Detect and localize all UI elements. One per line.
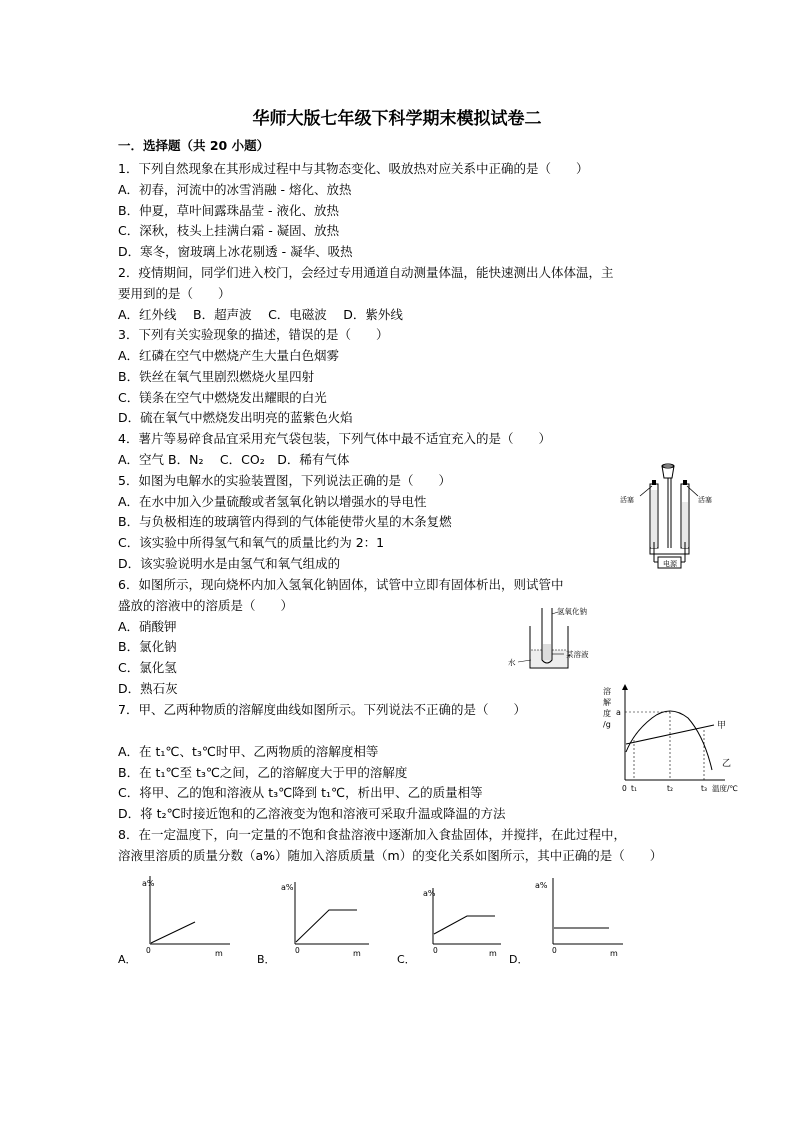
q8-graph-c-letter: C． (397, 953, 416, 966)
q8-graph-c-origin: 0 (433, 946, 438, 955)
q8-graph-a (118, 872, 238, 964)
q8-graph-d-letter: D． (509, 953, 529, 966)
q2-stem-line1: 2．疫情期间，同学们进入校门，会经过专用通道自动测量体温，能快速测出人体体温，主 (118, 265, 614, 280)
q8-graph-b (257, 872, 377, 964)
q7-x-label: 温度/℃ (712, 784, 738, 793)
section-heading: 一．选择题（共 20 小题） (118, 138, 270, 153)
q7-a-label: a (616, 708, 621, 717)
q7-tick-t2: t₂ (667, 784, 673, 793)
q4-stem: 4．薯片等易碎食品宜采用充气袋包装，下列气体中最不适宜充入的是（ ） (118, 431, 551, 446)
q8-graph-c-ylabel: a% (423, 889, 436, 898)
q1-option-c: C．深秋，枝头上挂满白霜 - 凝固、放热 (118, 223, 340, 238)
page-title: 华师大版七年级下科学期末模拟试卷二 (252, 109, 542, 129)
q7-y-label-2: 解 (603, 698, 611, 707)
q1-option-b: B．仲夏，草叶间露珠晶莹 - 液化、放热 (118, 203, 340, 218)
q8-graph-c (397, 872, 507, 964)
q6-option-a: A．硝酸钾 (118, 619, 177, 634)
q6-option-c: C．氯化氢 (118, 660, 177, 675)
q8-graph-b-ylabel: a% (281, 883, 294, 892)
q5-left-stopcock-label: 活塞 (620, 496, 634, 504)
q6-stem-line2: 盛放的溶液中的溶质是（ ） (118, 598, 294, 613)
q7-series-yi: 乙 (722, 759, 732, 769)
q7-option-d: D．将 t₂℃时接近饱和的乙溶液变为饱和溶液可采取升温或降温的方法 (118, 806, 506, 821)
q5-power-label: 电源 (663, 560, 677, 568)
q7-stem: 7．甲、乙两种物质的溶解度曲线如图所示。下列说法不正确的是（ ） (118, 702, 526, 717)
q8-graph-b-origin: 0 (295, 946, 300, 955)
q7-tick-t1: t₁ (631, 784, 637, 793)
q7-option-b: B．在 t₁℃至 t₃℃之间，乙的溶解度大于甲的溶解度 (118, 765, 408, 780)
q1-option-d: D．寒冬，窗玻璃上冰花剔透 - 凝华、吸热 (118, 244, 353, 259)
q8-graph-d-origin: 0 (552, 946, 557, 955)
q7-y-label-3: 度 (603, 709, 611, 718)
q8-graph-c-xlabel: m (489, 949, 497, 958)
q8-graph-a-xlabel: m (215, 949, 223, 958)
q1-option-a: A．初春，河流中的冰雪消融 - 熔化、放热 (118, 182, 352, 197)
q8-graph-d-xlabel: m (610, 949, 618, 958)
q2-options: A．红外线 B．超声波 C．电磁波 D．紫外线 (118, 307, 403, 322)
q3-option-b: B．铁丝在氧气里剧烈燃烧火星四射 (118, 369, 315, 384)
q8-graph-c-line (434, 916, 495, 934)
q3-option-d: D．硫在氧气中燃烧发出明亮的蓝紫色火焰 (118, 410, 353, 425)
solubility-curve-figure (600, 684, 750, 796)
q1-stem: 1．下列自然现象在其形成过程中与其物态变化、吸放热对应关系中正确的是（ ） (118, 161, 589, 176)
q6-option-b: B．氯化钠 (118, 639, 177, 654)
electrolysis-apparatus-figure (618, 462, 718, 582)
q8-graph-d (509, 872, 629, 964)
q3-option-c: C．镁条在空气中燃烧发出耀眼的白光 (118, 390, 327, 405)
q2-stem-line2: 要用到的是（ ） (118, 286, 231, 301)
q7-y-label-1: 溶 (603, 687, 611, 696)
q7-tick-0: 0 (622, 784, 627, 793)
q8-graph-a-origin: 0 (146, 946, 151, 955)
beaker-test-tube-figure (508, 604, 608, 674)
q5-right-stopcock-label: 活塞 (698, 496, 712, 504)
q6-stem-line1: 6．如图所示，现向烧杯内加入氢氧化钠固体，试管中立即有固体析出，则试管中 (118, 577, 564, 592)
q8-graph-d-ylabel: a% (535, 881, 548, 890)
q5-option-a: A．在水中加入少量硫酸或者氢氧化钠以增强水的导电性 (118, 494, 427, 509)
q7-tick-t3: t₃ (701, 784, 707, 793)
q8-stem-line1: 8．在一定温度下，向一定量的不饱和食盐溶液中逐渐加入食盐固体，并搅拌，在此过程中， (118, 827, 626, 842)
q6-left-label: 水 (508, 658, 516, 667)
q7-curve-yi (626, 711, 712, 770)
q7-option-c: C．将甲、乙的饱和溶液从 t₃℃降到 t₁℃，析出甲、乙的质量相等 (118, 785, 483, 800)
q7-series-jia: 甲 (717, 721, 727, 731)
q5-option-d: D．该实验说明水是由氢气和氧气组成的 (118, 556, 341, 571)
q4-options: A．空气 B．N₂ C．CO₂ D．稀有气体 (118, 452, 350, 467)
q8-stem-line2: 溶液里溶质的质量分数（a%）随加入溶质质量（m）的变化关系如图所示，其中正确的是（ ） (118, 848, 663, 863)
q7-y-label-4: /g (603, 720, 611, 729)
q8-graph-b-line (296, 910, 357, 942)
q8-graph-a-line (151, 922, 195, 943)
q5-option-b: B．与负极相连的玻璃管内得到的气体能使带火星的木条复燃 (118, 514, 452, 529)
q3-stem: 3．下列有关实验现象的描述，错误的是（ ） (118, 327, 389, 342)
q5-option-c: C．该实验中所得氢气和氧气的质量比约为 2：1 (118, 535, 385, 550)
q8-graph-b-xlabel: m (353, 949, 361, 958)
q8-graph-b-letter: B． (257, 953, 276, 966)
q3-option-a: A．红磷在空气中燃烧产生大量白色烟雾 (118, 348, 340, 363)
q7-option-a: A．在 t₁℃、t₃℃时甲、乙两物质的溶解度相等 (118, 744, 379, 759)
q8-graph-a-letter: A． (118, 953, 137, 966)
q6-option-d: D．熟石灰 (118, 681, 178, 696)
q8-graph-a-ylabel: a% (142, 879, 155, 888)
q5-stem: 5．如图为电解水的实验装置图，下列说法正确的是（ ） (118, 473, 451, 488)
q6-top-label: 氢氧化钠 (557, 607, 587, 616)
q6-right-label: 某溶液 (566, 650, 589, 659)
